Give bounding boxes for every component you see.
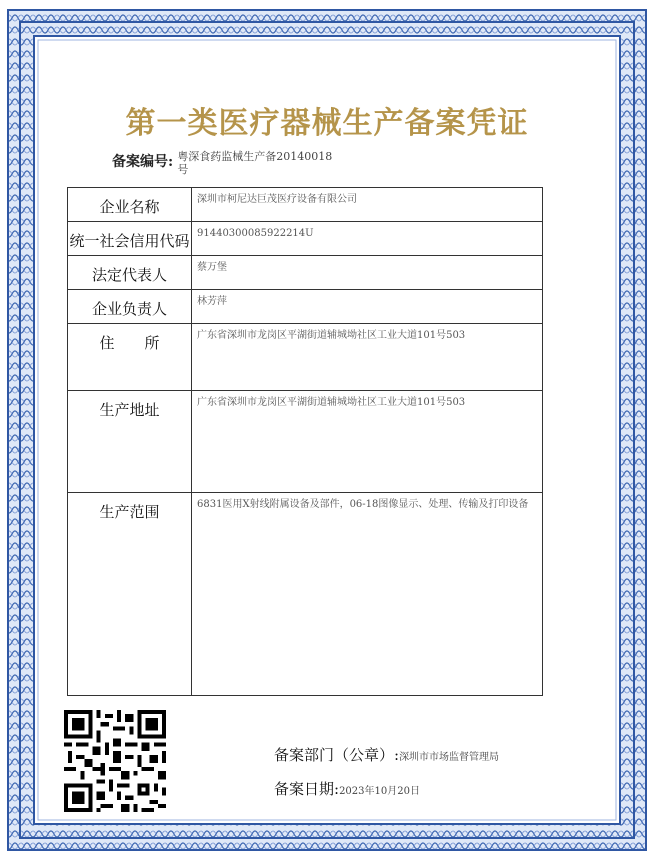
table-row — [68, 391, 543, 493]
row-value: 91440300085922214U — [192, 222, 543, 256]
table-row — [68, 324, 543, 391]
row-label: 生产范围 — [68, 493, 192, 696]
row-label: 法定代表人 — [68, 256, 192, 290]
qr-code-icon — [64, 710, 166, 812]
row-value: 6831医用X射线附属设备及部件，06-18图像显示、处理、传输及打印设备 — [192, 493, 543, 696]
filing-date — [274, 778, 420, 799]
info-table — [67, 187, 543, 696]
row-label: 企业负责人 — [68, 290, 192, 324]
row-label: 住 所 — [68, 324, 192, 391]
filing-date-label: 备案日期: — [274, 780, 340, 798]
table-row — [68, 256, 543, 290]
row-value: 广东省深圳市龙岗区平湖街道辅城坳社区工业大道101号503 — [192, 324, 543, 391]
row-value: 林芳萍 — [192, 290, 543, 324]
table-row — [68, 493, 543, 696]
certificate-title: 第一类医疗器械生产备案凭证 — [125, 106, 529, 141]
table-row — [68, 222, 543, 256]
row-label: 统一社会信用代码 — [68, 222, 192, 256]
record-number-label: 备案编号: — [112, 154, 174, 170]
row-value: 深圳市柯尼达巨茂医疗设备有限公司 — [192, 188, 543, 222]
filing-department-value: 深圳市市场监督管理局 — [399, 752, 500, 763]
filing-date-value: 2023年10月20日 — [339, 786, 420, 797]
filing-department — [274, 744, 499, 765]
row-label: 生产地址 — [68, 391, 192, 493]
record-number — [112, 150, 372, 176]
row-label: 企业名称 — [68, 188, 192, 222]
filing-department-label: 备案部门（公章）: — [274, 746, 400, 764]
row-value: 广东省深圳市龙岗区平湖街道辅城坳社区工业大道101号503 — [192, 391, 543, 493]
table-row — [68, 188, 543, 222]
record-number-value: 粤深食药监械生产备20140018号 — [177, 150, 333, 176]
table-row — [68, 290, 543, 324]
row-value: 蔡万堡 — [192, 256, 543, 290]
